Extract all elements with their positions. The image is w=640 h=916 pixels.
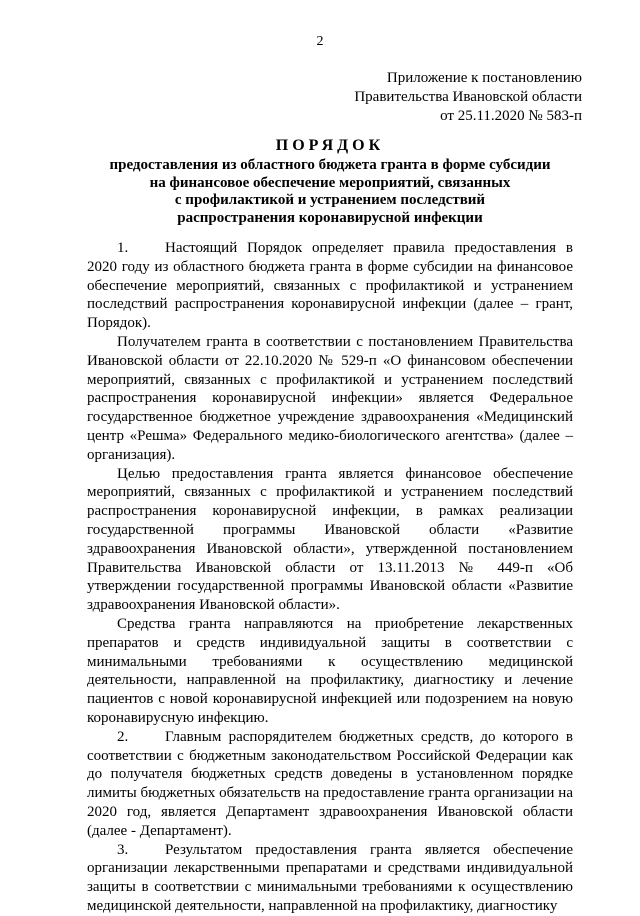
paragraph-text: Средства гранта направляются на приобретение лекарственных препаратов и средств индивидуальной защиты в соответствии с минимальными требованиями к осуществлению медицинской деятельности, направленной на профилактику, диагностику и лечение пациентов с новой коронавирусной инфекцией или подозрением на новую коронавирусную инфекцию.: [87, 615, 573, 726]
clause-number: 2.: [117, 728, 129, 745]
subtitle-line: распространения коронавирусной инфекции: [177, 209, 483, 226]
subtitle-line: на финансовое обеспечение мероприятий, связанных: [149, 174, 511, 191]
paragraph-2: [87, 333, 573, 465]
paragraph-6: [87, 841, 573, 916]
paragraph-1: [87, 239, 573, 333]
paragraph-text: Результатом предоставления гранта является обеспечение организации лекарственными препаратами и средствами индивидуальной защиты в соответствии с минимальными требованиями к осуществлению медицинской деятельности, направленной на профилактику, диагностику: [87, 841, 573, 914]
appendix-line: от 25.11.2020 № 583-п: [440, 108, 582, 124]
subtitle-line: с профилактикой и устранением последствий: [174, 192, 486, 208]
subtitle-line: предоставления из областного бюджета гранта в форме субсидии: [109, 157, 551, 173]
appendix-note: [354, 69, 582, 126]
clause-number: 1.: [117, 240, 129, 256]
appendix-line: Правительства Ивановской области: [354, 89, 582, 105]
page-number: 2: [316, 34, 324, 49]
document-heading: [80, 136, 580, 227]
paragraph-text: Главным распорядителем бюджетных средств, до которого в соответствии с бюджетным законодательством Российской Федерации как до получателя бюджетных средств доведены в установленном порядке лимиты бюджетных обязательств на предоставление гранта организации на 2020 год, является Департамент здравоохранения Ивановской области (далее - Департамент).: [87, 728, 573, 839]
paragraph-5: [87, 728, 573, 841]
paragraph-text: Целью предоставления гранта является финансовое обеспечение мероприятий, связанных с профилактикой и устранением последствий распространения коронавирусной инфекции, в рамках реализации государственной программы Ивановской области «Развитие здравоохранения Ивановской области», утвержденной постановлением Правительства Ивановской области от 13.11.2013 № 449-п «Об утверждении государственной программы Ивановской области «Развитие здравоохранения Ивановской области».: [87, 465, 573, 614]
document-title: ПОРЯДОК: [275, 137, 385, 154]
paragraph-4: [87, 615, 573, 728]
paragraph-3: [87, 465, 573, 615]
paragraph-text: Настоящий Порядок определяет правила предоставления в 2020 году из областного бюджета гранта в форме субсидии на финансовое обеспечение мероприятий, связанных с профилактикой и устранением последствий распространения коронавирусной инфекции (далее – грант, Порядок).: [87, 240, 573, 332]
appendix-line: Приложение к постановлению: [386, 70, 582, 86]
clause-number: 3.: [117, 841, 129, 858]
document-subtitle: [80, 157, 580, 227]
paragraph-text: Получателем гранта в соответствии с постановлением Правительства Ивановской области от 22.10.2020 № 529-п «О финансовом обеспечении мероприятий, связанных с профилактикой и устранением последствий распространения коронавирусной инфекции» является Федеральное государственное бюджетное учреждение здравоохранения «Медицинский центр «Решма» Федерального медико-биологического агентства» (далее – организация).: [87, 333, 573, 463]
document-body: [87, 239, 573, 916]
